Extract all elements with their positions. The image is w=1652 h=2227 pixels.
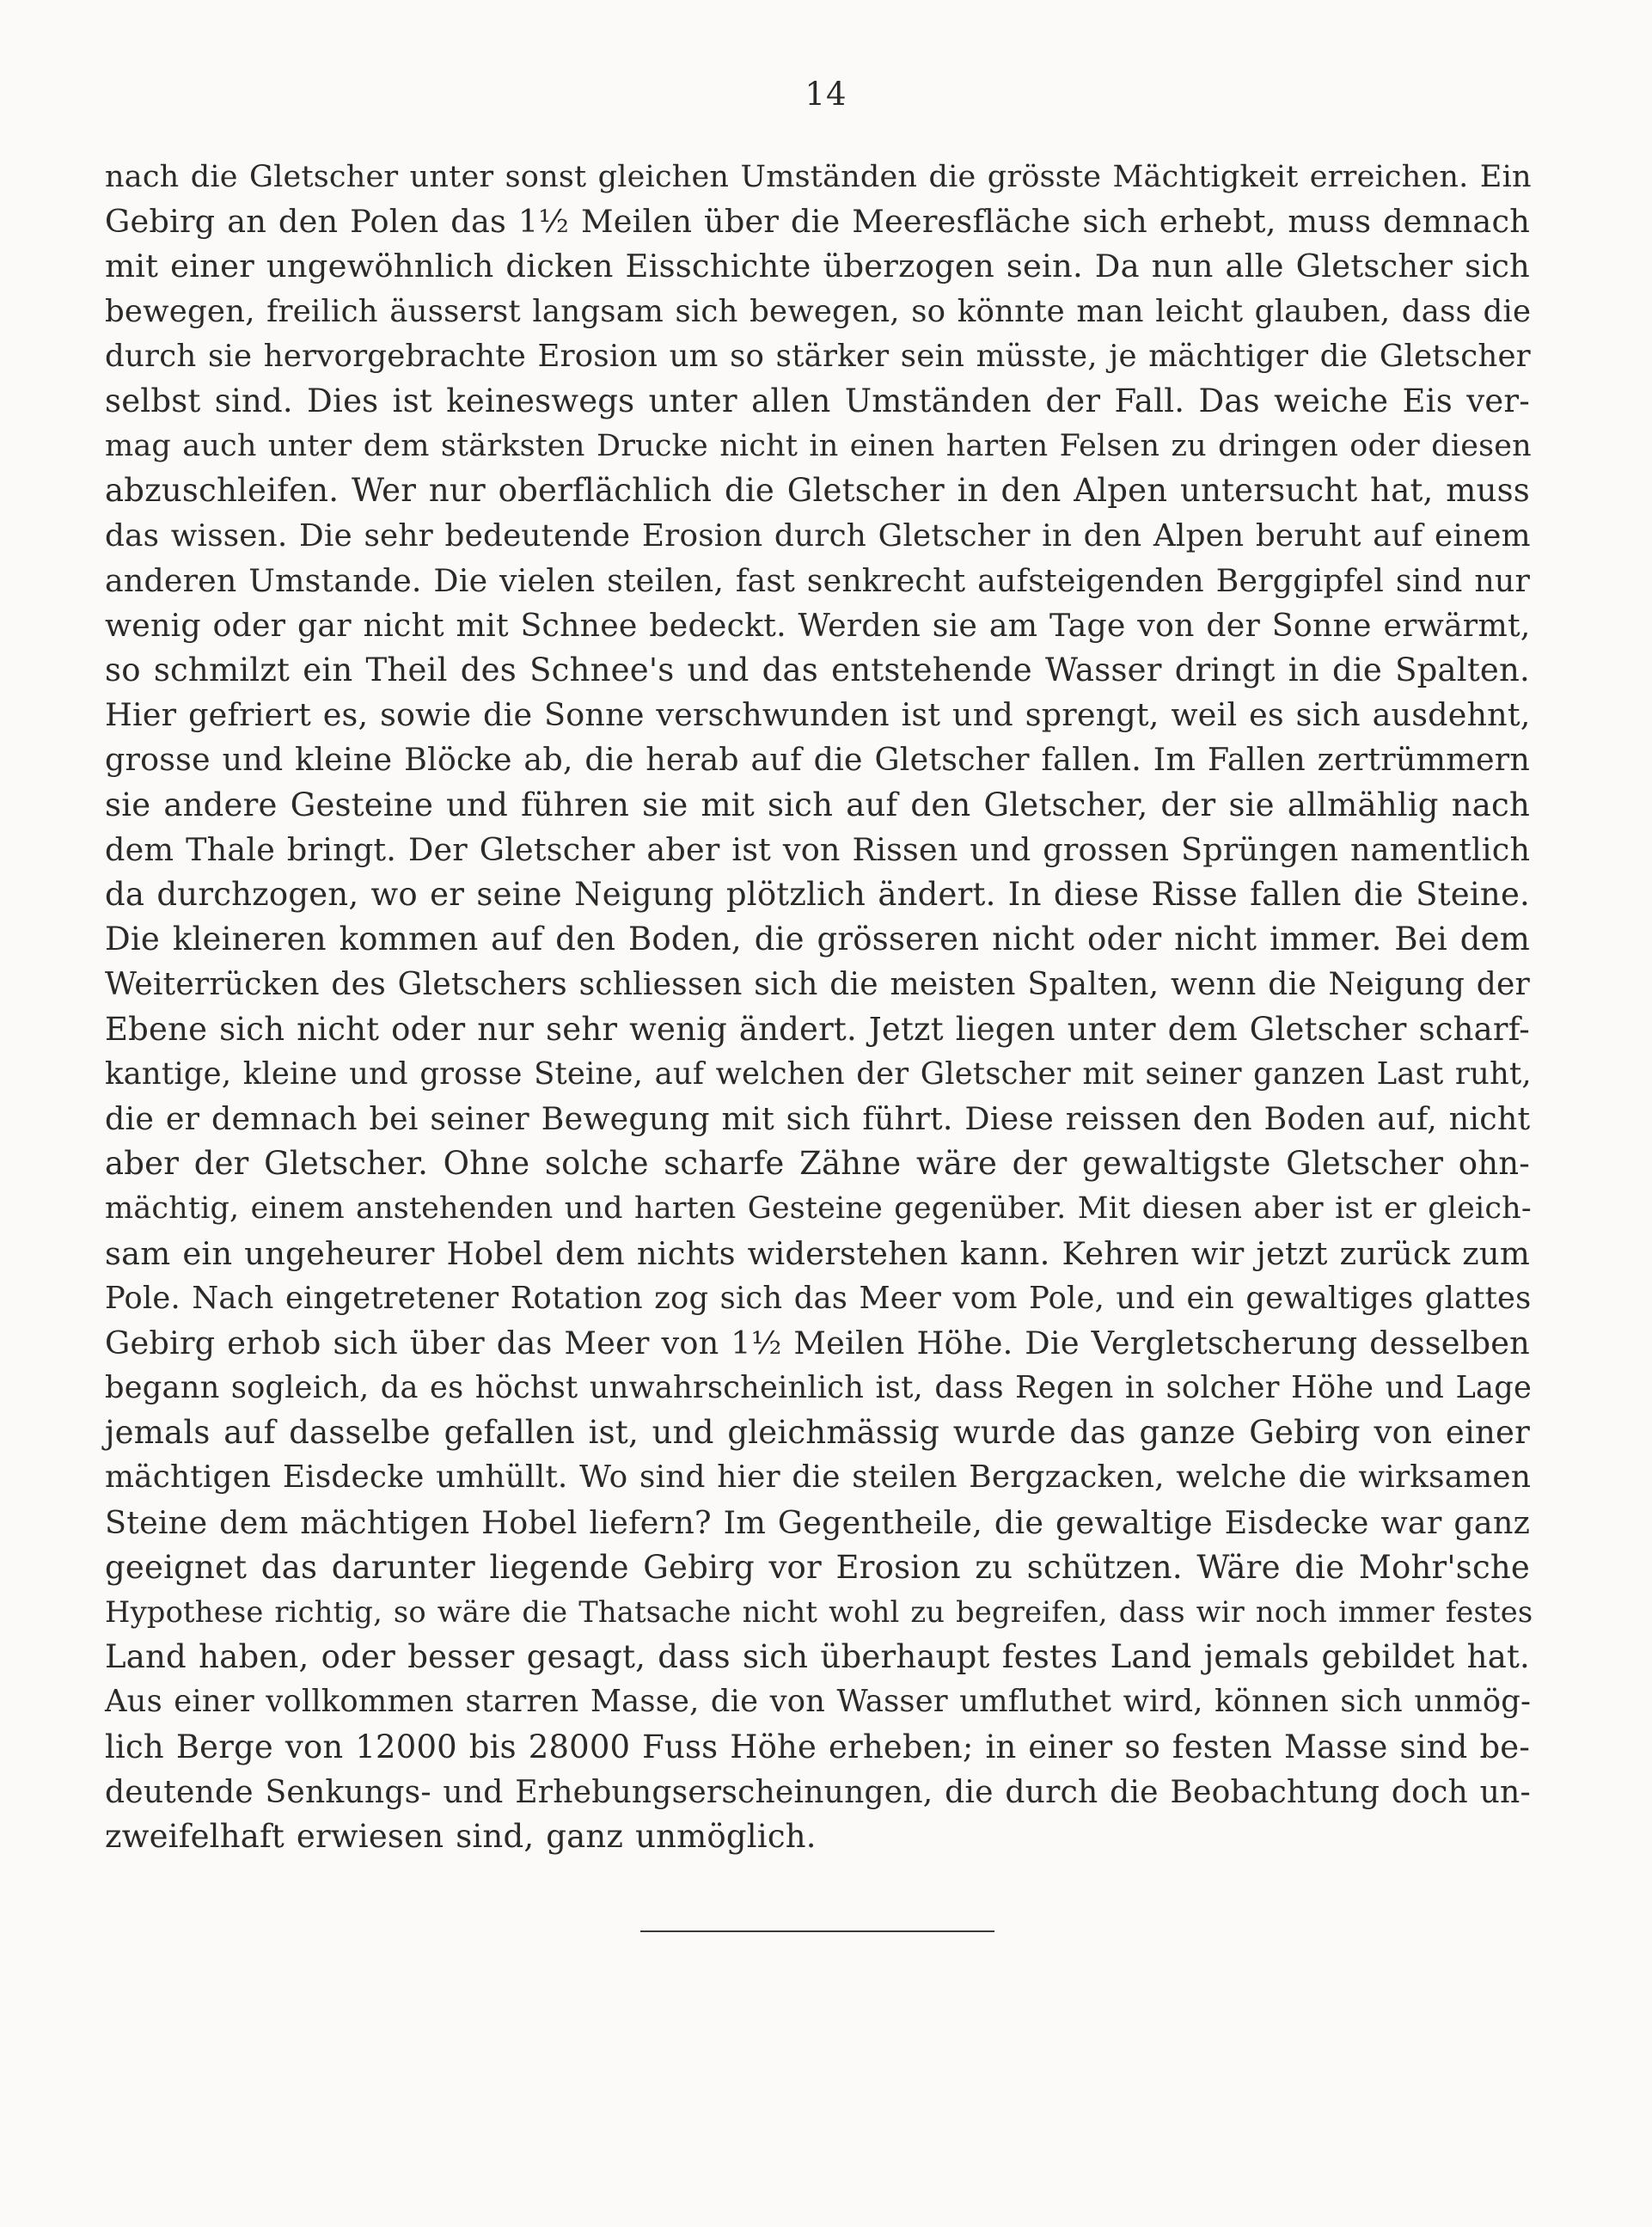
text-line: durch sie hervorgebrachte Erosion um so stärker sein müsste, je mächtiger die Gletscher	[105, 338, 1531, 374]
text-line: da durchzogen, wo er seine Neigung plötzlich ändert. In diese Risse fallen die Steine.	[105, 876, 1530, 913]
text-line: nach die Gletscher unter sonst gleichen Umständen die grösste Mächtigkeit erreichen. Ein	[105, 159, 1532, 194]
body-text	[105, 155, 1533, 1859]
text-line: wenig oder gar nicht mit Schnee bedeckt. Werden sie am Tage von der Sonne erwärmt,	[105, 606, 1531, 644]
text-line: Gebirg erhob sich über das Meer von 1½ Meilen Höhe. Die Vergletscherung desselben	[105, 1324, 1530, 1361]
text-line: mit einer ungewöhnlich dicken Eisschichte überzogen sein. Da nun alle Gletscher sich	[105, 248, 1530, 285]
text-line: so schmilzt ein Theil des Schnee's und das entstehende Wasser dringt in die Spalten.	[105, 652, 1530, 689]
text-line: dem Thale bringt. Der Gletscher aber ist von Rissen und grossen Sprüngen namentlich	[105, 830, 1531, 868]
text-line: mächtigen Eisdecke umhüllt. Wo sind hier die steilen Bergzacken, welche die wirksamen	[105, 1459, 1532, 1496]
text-line: Die kleineren kommen auf den Boden, die grösseren nicht oder nicht immer. Bei dem	[105, 921, 1530, 958]
text-line: jemals auf dasselbe gefallen ist, und gleichmässig wurde das ganze Gebirg von einer	[105, 1414, 1530, 1452]
text-line: sam ein ungeheurer Hobel dem nichts widerstehen kann. Kehren wir jetzt zurück zum	[105, 1234, 1530, 1272]
text-line: geeignet das darunter liegende Gebirg vor Erosion zu schützen. Wäre die Mohr'sche	[105, 1548, 1530, 1586]
text-line: bewegen, freilich äusserst langsam sich bewegen, so könnte man leicht glauben, dass die	[105, 293, 1532, 329]
text-line: Hier gefriert es, sowie die Sonne verschwunden ist und sprengt, weil es sich ausdehnt,	[105, 696, 1531, 734]
text-line: Gebirg an den Polen das 1½ Meilen über die Meeresfläche sich erhebt, muss demnach	[105, 203, 1530, 241]
text-line: mächtig, einem anstehenden und harten Gesteine gegenüber. Mit diesen aber ist er gleich-	[105, 1191, 1532, 1227]
text-line: Pole. Nach eingetretener Rotation zog sich das Meer vom Pole, und ein gewaltiges glattes	[105, 1280, 1532, 1316]
text-line: abzuschleifen. Wer nur oberflächlich die Gletscher in den Alpen untersucht hat, muss	[105, 472, 1530, 510]
text-line: kantige, kleine und grosse Steine, auf welchen der Gletscher mit seiner ganzen Last ruht,	[105, 1055, 1532, 1092]
text-line: anderen Umstande. Die vielen steilen, fast senkrecht aufsteigenden Berggipfel sind nur	[105, 561, 1531, 599]
text-line: Weiterrücken des Gletschers schliessen sich die meisten Spalten, wenn die Neigung der	[105, 966, 1530, 1003]
text-line: lich Berge von 12000 bis 28000 Fuss Höhe erheben; in einer so festen Masse sind be-	[105, 1728, 1530, 1765]
text-line: das wissen. Die sehr bedeutende Erosion durch Gletscher in den Alpen beruht auf einem	[105, 517, 1531, 554]
text-line: Ebene sich nicht oder nur sehr wenig ändert. Jetzt liegen unter dem Gletscher scharf-	[105, 1010, 1530, 1048]
text-line: Aus einer vollkommen starren Masse, die von Wasser umfluthet wird, können sich unmög-	[105, 1684, 1532, 1720]
text-line: die er demnach bei seiner Bewegung mit sich führt. Diese reissen den Boden auf, nicht	[105, 1099, 1531, 1137]
text-line: Hypothese richtig, so wäre die Thatsache nicht wohl zu begreifen, dass wir noch immer festes	[105, 1595, 1533, 1629]
section-divider	[640, 1930, 994, 1932]
text-line: aber der Gletscher. Ohne solche scharfe Zähne wäre der gewaltigste Gletscher ohn-	[105, 1145, 1530, 1183]
text-line: selbst sind. Dies ist keineswegs unter allen Umständen der Fall. Das weiche Eis ver-	[105, 382, 1530, 419]
text-line: deutende Senkungs- und Erhebungserscheinungen, die durch die Beobachtung doch un-	[105, 1773, 1531, 1810]
text-line: begann sogleich, da es höchst unwahrscheinlich ist, dass Regen in solcher Höhe und Lage	[105, 1370, 1533, 1406]
text-line: grosse und kleine Blöcke ab, die herab auf die Gletscher fallen. Im Fallen zertrümmern	[105, 741, 1530, 779]
text-line: zweifelhaft erwiesen sind, ganz unmöglich.	[105, 1817, 817, 1855]
page-number: 14	[805, 76, 847, 113]
text-line: mag auch unter dem stärksten Drucke nicht in einen harten Felsen zu dringen oder diesen	[105, 429, 1532, 464]
text-line: Land haben, oder besser gesagt, dass sich überhaupt festes Land jemals gebildet hat.	[105, 1638, 1530, 1676]
text-line: sie andere Gesteine und führen sie mit sich auf den Gletscher, der sie allmählig nach	[105, 786, 1530, 823]
text-line: Steine dem mächtigen Hobel liefern? Im Gegentheile, die gewaltige Eisdecke war ganz	[105, 1503, 1531, 1541]
